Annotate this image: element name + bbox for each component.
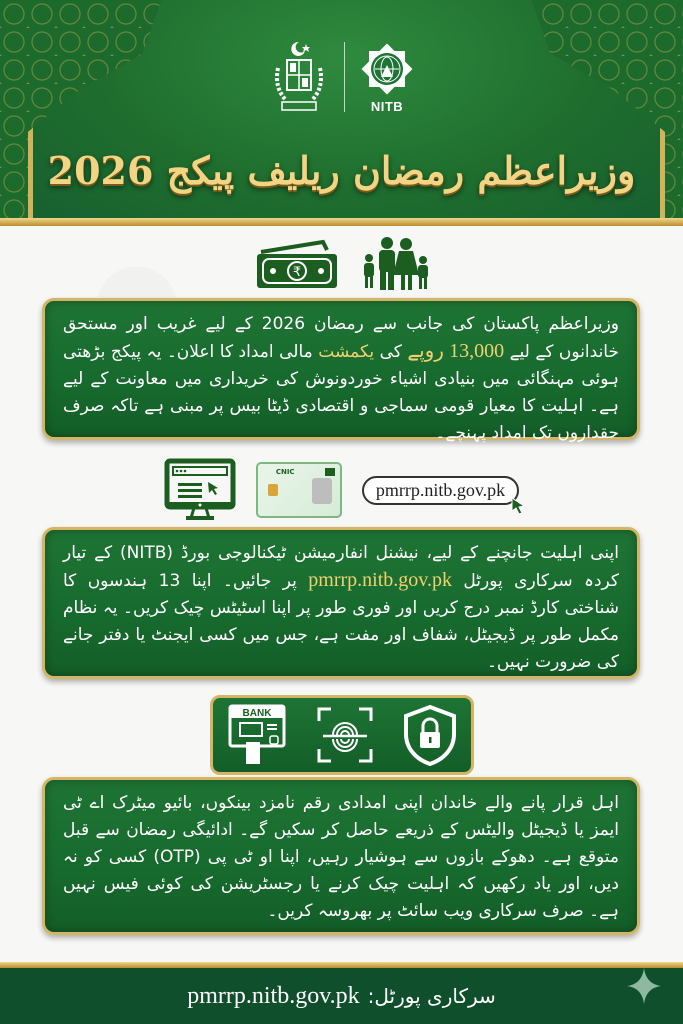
footer-bar [0,968,683,1024]
eligibility-text: اپنی اہلیت جانچنے کے لیے، نیشنل انفارمیشن ٹیکنالوجی بورڈ (NITB) کے تیار کردہ سرکاری پورٹل [63,543,619,591]
footer-portal [187,983,496,1010]
announcement-panel [42,298,640,443]
family-icon [361,236,431,292]
svg-text:₹: ₹ [292,265,301,280]
flag-icon [325,468,335,476]
eligibility-text-rest: پر جائیں۔ اپنا 13 ہندسوں کا شناختی کارڈ نمبر درج کریں اور فوری طور پر اپنا اسٹیٹس چیک کریں۔ یہ نظام مکمل طور پر ڈیجیٹل، شفاف اور مفت ہے، جس میں کسی ایجنٹ یا دفتر جانے کی ضرورت نہیں۔ [63,571,619,672]
footer-url[interactable]: pmrrp.nitb.gov.pk [187,982,360,1009]
cnic-card-icon [256,462,342,518]
shield-lock-icon [402,704,458,766]
money-rupee-icon [253,238,343,290]
sparkle-icon [627,968,661,1004]
svg-text:BANK: BANK [242,708,272,719]
footer-label: سرکاری پورٹل: [367,984,496,1008]
eligibility-panel [42,527,640,679]
nitb-star-icon [359,41,415,97]
gold-divider [0,218,683,226]
government-emblem-icon [268,38,330,116]
portal-url-pill[interactable] [362,476,519,505]
chip-icon [268,484,278,496]
computer-icon [164,458,236,522]
portal-link[interactable]: pmrrp.nitb.gov.pk [308,569,452,591]
logos [0,38,683,116]
photo-placeholder [312,478,332,504]
nitb-label: NITB [370,98,404,114]
fingerprint-icon [315,705,375,765]
section2-icons [0,458,683,522]
section1-icons [0,236,683,292]
header-banner [0,0,683,222]
payment-safety-text: اہل قرار پانے والے خاندان اپنی امدادی رقم نامزد بینکوں، بائیو میٹرک اے ٹی ایمز یا ڈیجیٹل والیٹس کے ذریعے حاصل کر سکیں گے۔ ادائیگی رمضان سے قبل متوقع ہے۔ دھوکے بازوں سے ہوشیار رہیں، اپنا او ٹی پی (OTP) کسی کو نہ دیں، اور یاد رکھیں کہ اہلیت چیک کرنے یا رجسٹریشن کی کوئی فیس نہیں ہے۔ صرف سرکاری ویب سائٹ پر بھروسہ کریں۔ [63,793,619,921]
page-title: وزیراعظم رمضان ریلیف پیکج 2026 [47,148,636,193]
lump-sum-highlight: یکمشت [318,342,375,362]
announcement-text-mid: کی [374,342,408,362]
amount-highlight: 13,000 روپے [407,340,505,362]
cursor-icon [511,497,527,515]
url-pill-text: pmrrp.nitb.gov.pk [375,479,506,500]
announcement-text: وزیراعظم پاکستان کی جانب سے رمضان 2026 کے لیے غریب اور مستحق خاندانوں کے لیے [63,314,619,362]
payment-safety-panel [42,777,640,935]
announcement-text-rest: مالی امداد کا اعلان۔ یہ پیکج بڑھتی ہوئی مہنگائی میں بنیادی اشیاء خوردونوش کی خریداری میں معاونت کے لیے ہے۔ اہلیت کا معیار قومی سماجی و اقتصادی ڈیٹا بیس پر مبنی ہے تاکہ صرف حقداروں تک امداد پہنچے۔ [63,342,619,443]
nitb-logo [359,41,415,114]
security-icons-bar [210,695,474,775]
logo-divider [344,42,345,112]
bank-atm-icon [226,702,288,768]
cnic-label: CNIC [275,468,295,476]
